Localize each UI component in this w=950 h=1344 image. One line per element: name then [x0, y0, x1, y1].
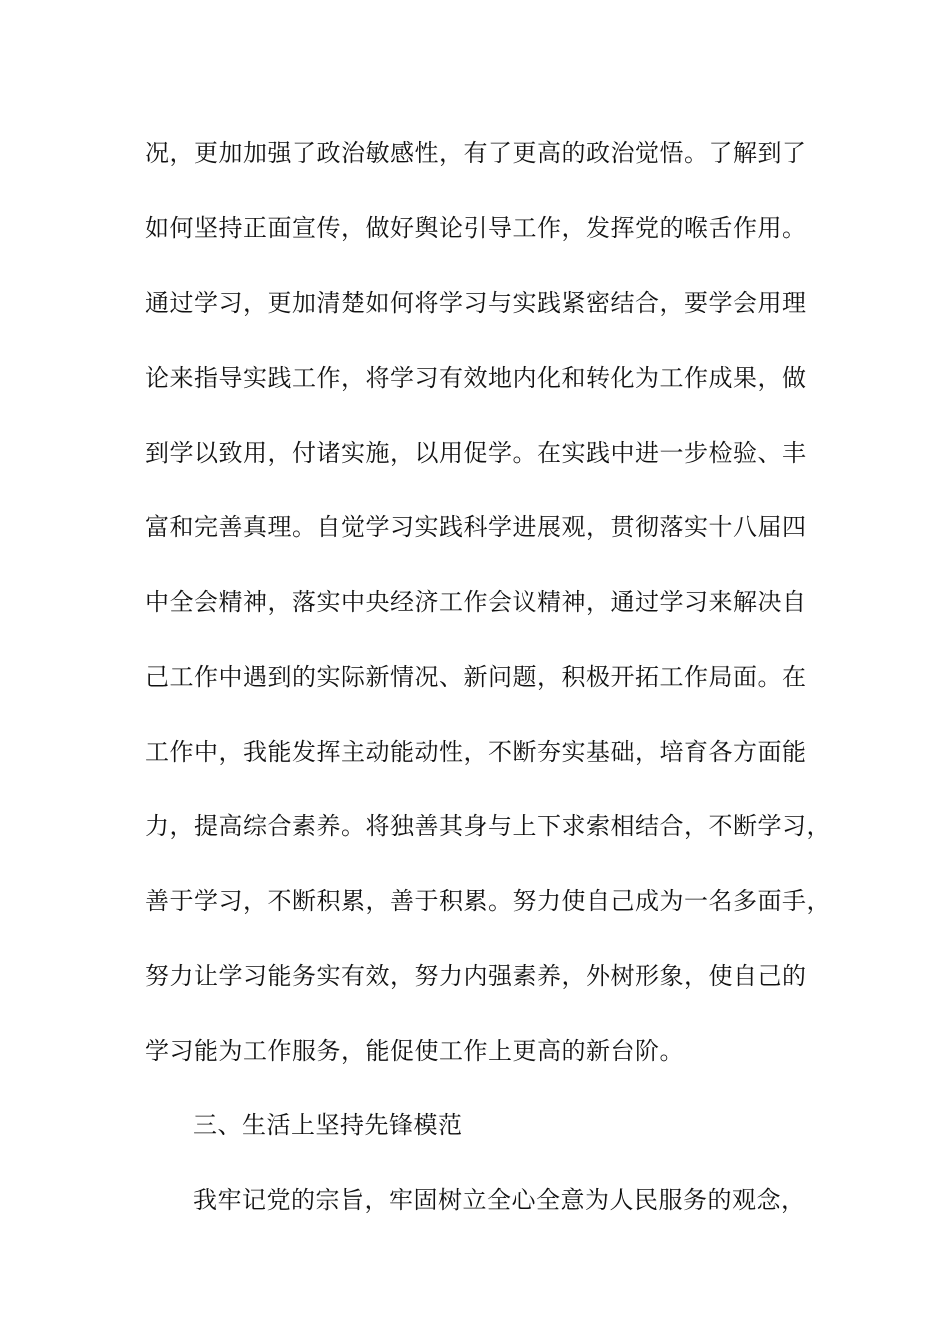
paragraph-first-line: 我牢记党的宗旨，牢固树立全心全意为人民服务的观念，: [193, 1186, 806, 1214]
body-line-12: 努力让学习能务实有效，努力内强素养，外树形象，使自己的: [145, 962, 807, 990]
body-line-11: 善于学习，不断积累，善于积累。努力使自己成为一名多面手，: [145, 887, 831, 915]
section-heading: 三、生活上坚持先锋模范: [193, 1111, 463, 1139]
body-line-3: 通过学习，更加清楚如何将学习与实践紧密结合，要学会用理: [145, 289, 807, 317]
body-line-10: 力，提高综合素养。将独善其身与上下求索相结合，不断学习，: [145, 812, 831, 840]
body-line-4: 论来指导实践工作，将学习有效地内化和转化为工作成果，做: [145, 364, 807, 392]
body-line-5: 到学以致用，付诸实施，以用促学。在实践中进一步检验、丰: [145, 439, 807, 467]
body-line-8: 己工作中遇到的实际新情况、新问题，积极开拓工作局面。在: [145, 663, 807, 691]
body-line-13: 学习能为工作服务，能促使工作上更高的新台阶。: [145, 1037, 684, 1065]
body-line-2: 如何坚持正面宣传，做好舆论引导工作，发挥党的喉舌作用。: [145, 214, 807, 242]
body-line-9: 工作中，我能发挥主动能动性，不断夯实基础，培育各方面能: [145, 738, 807, 766]
body-line-7: 中全会精神，落实中央经济工作会议精神，通过学习来解决自: [145, 588, 807, 616]
body-line-6: 富和完善真理。自觉学习实践科学进展观，贯彻落实十八届四: [145, 513, 807, 541]
body-line-1: 况，更加加强了政治敏感性，有了更高的政治觉悟。了解到了: [145, 139, 807, 167]
